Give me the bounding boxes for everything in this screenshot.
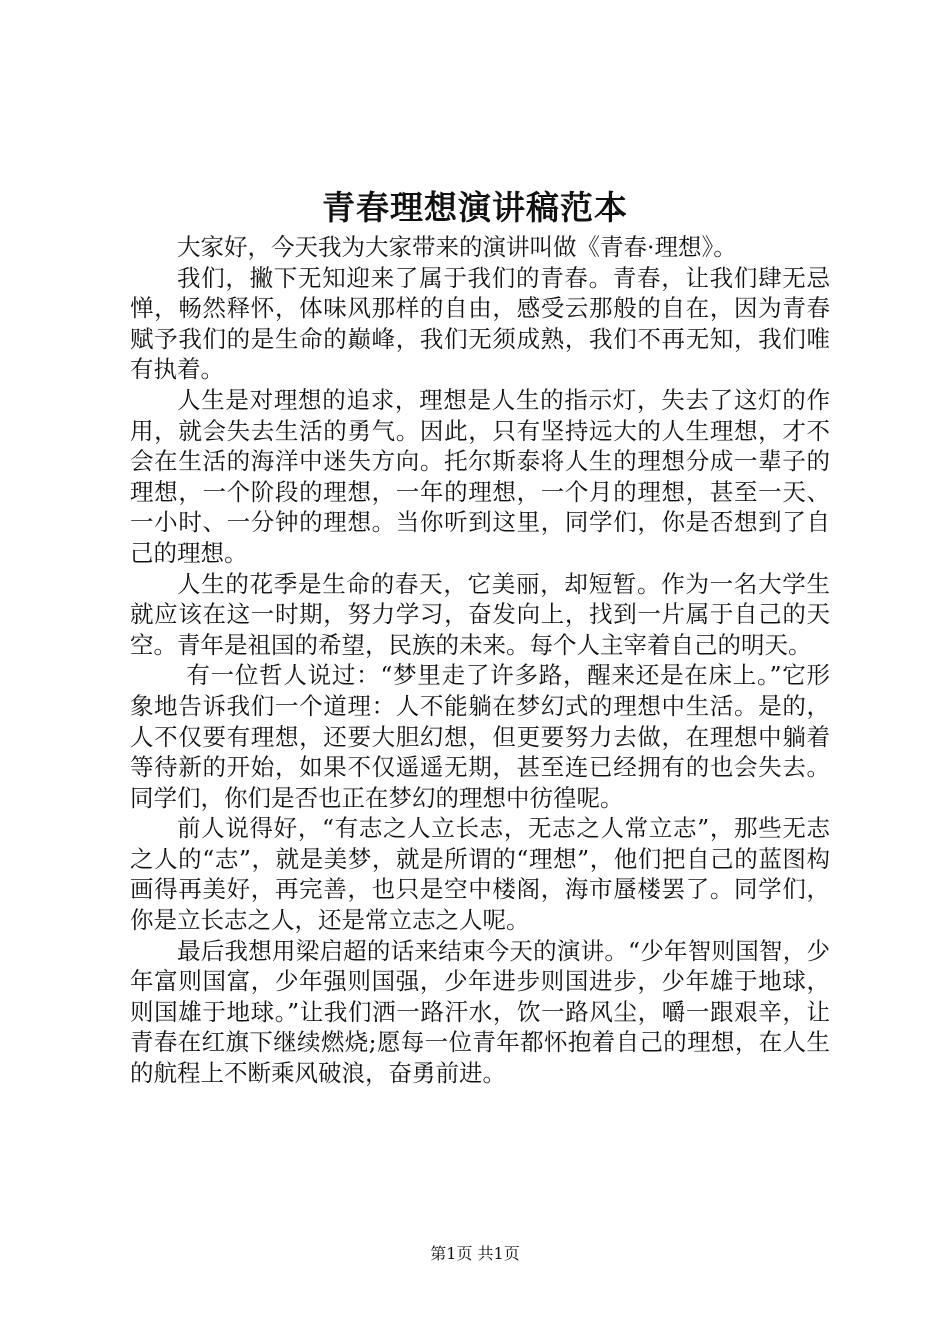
page-total: 共1页 [477,1244,520,1263]
paragraph-greeting: 大家好，今天我为大家带来的演讲叫做《青春·理想》。 [177,233,737,261]
paragraph-flower-season: 人生的花季是生命的春天，它美丽，却短暂。作为一名大学生就应该在这一时期，努力学习，奋发向上，找到一片属于自己的天空。青年是祖国的希望，民族的未来。每个人主宰着自己的明天。 [130,569,830,659]
paragraph-youth: 我们，撇下无知迎来了属于我们的青春。青春，让我们肆无忌惮，畅然释怀，体味风那样的自由，感受云那般的自在，因为青春赋予我们的是生命的巅峰，我们无须成熟，我们不再无知，我们唯有执着。 [130,263,830,384]
paragraph-ideal-pursuit: 人生是对理想的追求，理想是人生的指示灯，失去了这灯的作用，就会失去生活的勇气。因此，只有坚持远大的人生理想，才不会在生活的海洋中迷失方向。托尔斯泰将人生的理想分成一辈子的理想，一个阶段的理想，一年的理想，一个月的理想，甚至一天、一小时、一分钟的理想。当你听到这里，同学们，你是否想到了自己的理想。 [130,385,830,567]
document-body [130,232,830,1089]
page-footer [0,1243,950,1265]
paragraph-philosopher-quote: 有一位哲人说过：“梦里走了许多路，醒来还是在床上。”它形象地告诉我们一个道理：人不能躺在梦幻式的理想中生活。是的，人不仅要有理想，还要大胆幻想，但更要努力去做，在理想中躺着等待新的开始，如果不仅遥遥无期，甚至连已经拥有的也会失去。同学们，你们是否也正在梦幻的理想中彷徨呢。 [130,661,830,812]
page-number: 第1页 [430,1244,473,1263]
paragraph-ancient-saying: 前人说得好，“有志之人立长志，无志之人常立志”，那些无志之人的“志”，就是美梦，就是所谓的“理想”，他们把自己的蓝图构画得再美好，再完善，也只是空中楼阁，海市蜃楼罢了。同学们，你是立长志之人，还是常立志之人呢。 [130,814,830,935]
document-title: 青春理想演讲稿范本 [322,188,628,227]
paragraph-conclusion: 最后我想用梁启超的话来结束今天的演讲。“少年智则国智，少年富则国富，少年强则国强，少年进步则国进步，少年雄于地球，则国雄于地球。”让我们洒一路汗水，饮一路风尘，嚼一跟艰辛，让青春在红旗下继续燃烧;愿每一位青年都怀抱着自己的理想，在人生的航程上不断乘风破浪，奋勇前进。 [130,936,830,1088]
